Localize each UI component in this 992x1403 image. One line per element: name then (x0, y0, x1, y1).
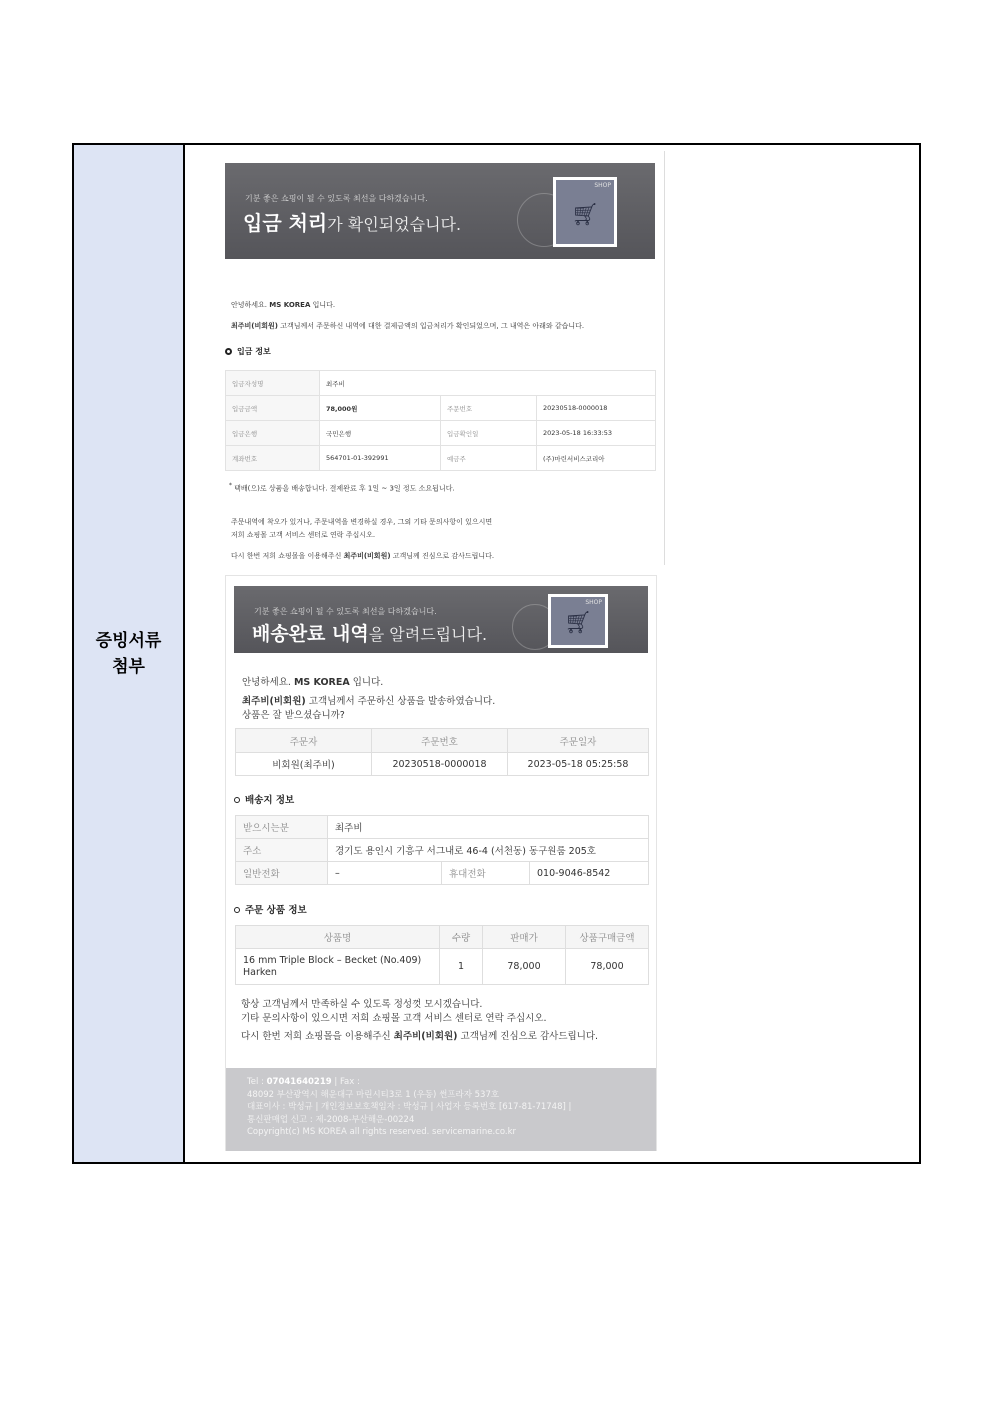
contact-line-1: 주문내역에 착오가 있거나, 주문내역을 변경하실 경우, 그외 기타 문의사항이 있으시면 (231, 518, 493, 526)
cart-icon: 🛒︎ (571, 202, 599, 228)
thanks-text: 다시 한번 저희 쇼핑몰을 이용해주신 최주비(비회원) 고객님께 진심으로 감사드립니다. (231, 552, 495, 560)
table-row: 일반전화 – 휴대전화 010-9046-8542 (236, 862, 649, 885)
table-row: 입금금액 78,000원 주문번호 20230518-0000018 (226, 396, 656, 421)
table-row: 주소 경기도 용인시 기흥구 서그내로 46-4 (서천동) 동구원룸 205호 (236, 839, 649, 862)
evidence-table (72, 143, 921, 1164)
circle-bullet-icon (225, 348, 232, 355)
banner-title: 입금 처리가 확인되었습니다. (243, 211, 462, 235)
greeting: 안녕하세요. MS KOREA 입니다. (231, 301, 336, 309)
thanks-text: 다시 한번 저희 쇼핑몰을 이용해주신 최주비(비회원) 고객님께 진심으로 감사드립니다. (241, 1031, 599, 1042)
banner-subtitle: 기분 좋은 쇼핑이 될 수 있도록 최선을 다하겠습니다. (254, 607, 437, 616)
shop-stamp-icon: SHOP 🛒︎ (548, 594, 608, 648)
banner-title: 배송완료 내역을 알려드립니다. (252, 623, 488, 645)
intro-text: 최주비(비회원) 고객님께서 주문하신 상품을 발송하였습니다. (242, 696, 496, 707)
table-row: 계좌번호 564701-01-392991 예금주 (주)마린서비스코리아 (226, 446, 656, 471)
shipping-note: * 택배(으)로 상품을 배송합니다. 결제완료 후 1일 ~ 3일 정도 소요됩니다. (229, 483, 455, 493)
footer-address: 48092 부산광역시 해운대구 마린시티3로 1 (우동) 썬프라자 537호 (247, 1089, 500, 1100)
email-footer (226, 1068, 656, 1151)
table-row: 입금자성명 최주비 (226, 371, 656, 396)
shop-stamp-icon: SHOP 🛒︎ (553, 177, 617, 247)
footer-copyright: Copyright(c) MS KOREA all rights reserved. servicemarine.co.kr (247, 1127, 517, 1138)
deposit-info-table (225, 370, 656, 471)
row-label-cell (74, 145, 185, 1162)
table-header-row: 주문자 주문번호 주문일자 (236, 729, 649, 753)
delivery-complete-email (225, 575, 657, 1151)
table-header-row: 상품명 수량 판매가 상품구매금액 (236, 926, 649, 949)
order-summary-table (235, 728, 649, 776)
banner-subtitle: 기분 좋은 쇼핑이 될 수 있도록 최선을 다하겠습니다. (245, 194, 428, 203)
deposit-confirmation-email (215, 151, 665, 565)
shipping-info-table (235, 815, 649, 885)
table-row: 16 mm Triple Block – Becket (No.409) Harken 1 78,000 78,000 (236, 949, 649, 985)
circle-bullet-icon (234, 907, 240, 913)
intro-text: 최주비(비회원) 고객님께서 주문하신 내역에 대한 결제금액의 입금처리가 확인되었으며, 그 내역은 아래와 같습니다. (231, 322, 585, 330)
shipping-section-title: 배송지 정보 (234, 792, 294, 806)
deposit-banner (225, 163, 655, 259)
table-row: 받으시는분 최주비 (236, 816, 649, 839)
table-row: 입금은행 국민은행 입금확인일 2023-05-18 16:33:53 (226, 421, 656, 446)
attachment-cell (185, 145, 919, 1162)
row-label: 증빙서류 첨부 (95, 630, 162, 677)
footer-ceo: 대표이사 : 박성규 | 개인정보보호책임자 : 박성규 | 사업자 등록번호 [617-81-71748] | (247, 1102, 572, 1113)
table-row: 비회원(최주비) 20230518-0000018 2023-05-18 05:25:58 (236, 753, 649, 776)
footer-tel: Tel : 07041640219 | Fax : (247, 1077, 360, 1087)
intro-line-2: 상품은 잘 받으셨습니까? (242, 710, 345, 721)
delivery-banner (234, 586, 648, 653)
product-section-title: 주문 상품 정보 (234, 902, 307, 916)
closing-line-2: 기타 문의사항이 있으시면 저희 쇼핑몰 고객 서비스 센터로 연락 주십시오. (241, 1013, 547, 1024)
contact-line-2: 저희 쇼핑몰 고객 서비스 센터로 연락 주십시오. (231, 531, 376, 539)
product-name: 16 mm Triple Block – Becket (No.409) Harken (236, 949, 440, 985)
circle-bullet-icon (234, 797, 240, 803)
footer-mail-order: 통신판매업 신고 : 제-2008-부산해운-00224 (247, 1114, 415, 1125)
greeting: 안녕하세요. MS KOREA 입니다. (242, 677, 384, 688)
deposit-section-title: 입금 정보 (225, 346, 271, 357)
cart-icon: 🛒︎ (564, 610, 592, 636)
product-table (235, 925, 649, 985)
closing-line-1: 항상 고객님께서 만족하실 수 있도록 정성껏 모시겠습니다. (241, 999, 483, 1010)
